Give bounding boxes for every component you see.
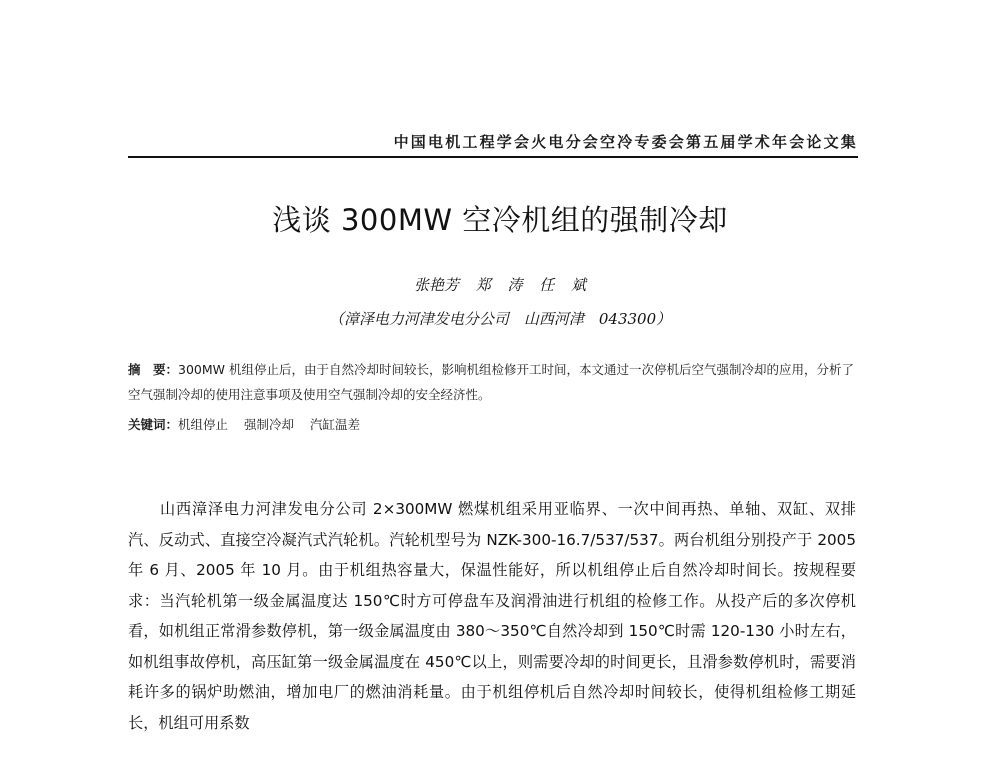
abstract-text: 300MW 机组停止后，由于自然冷却时间较长，影响机组检修开工时间，本文通过一次停机后空气强制冷却的应用，分析了空气强制冷却的使用注意事项及使用空气强制冷却的安全经济性。 — [128, 362, 854, 402]
keyword-item: 强制冷却 — [244, 417, 295, 432]
keyword-item: 机组停止 — [178, 417, 229, 432]
authors: 张艳芳 郑 涛 任 斌 — [413, 276, 587, 294]
running-header: 中国电机工程学会火电分会空冷专委会第五届学术年会论文集 — [393, 133, 858, 151]
affiliation: （漳泽电力河津发电分公司 山西河津 043300） — [328, 310, 672, 328]
keyword-item: 汽缸温差 — [310, 417, 361, 432]
paper-title: 浅谈 300MW 空冷机组的强制冷却 — [272, 203, 728, 237]
abstract-label: 摘 要： — [128, 362, 179, 377]
keywords-label: 关键词： — [128, 417, 179, 432]
keywords — [128, 412, 858, 437]
body-paragraph: 山西漳泽电力河津发电分公司 2×300MW 燃煤机组采用亚临界、一次中间再热、单轴、双缸、双排汽、反动式、直接空冷凝汽式汽轮机。汽轮机型号为 NZK-300-16.7/537/537。两台机组分别投产于 2005 年 6 月、2005 年 10 月。由于机组热容量大，保温性能好，所以机组停止后自然冷却时间长。按规程要求：当汽轮机第一级金属温度达 150℃时方可停盘车及润滑油进行机组的检修工作。从投产后的多次停机看，如机组正常滑参数停机，第一级金属温度由 380～350℃自然冷却到 150℃时需 120-130 小时左右，如机组事故停机，高压缸第一级金属温度在 450℃以上，则需要冷却的时间更长，且滑参数停机时，需要消耗许多的锅炉助燃油，增加电厂的燃油消耗量。由于机组停机后自然冷却时间较长，使得机组检修工期延长，机组可用系数 — [128, 500, 856, 732]
header-rule — [128, 156, 858, 158]
abstract — [128, 357, 858, 407]
